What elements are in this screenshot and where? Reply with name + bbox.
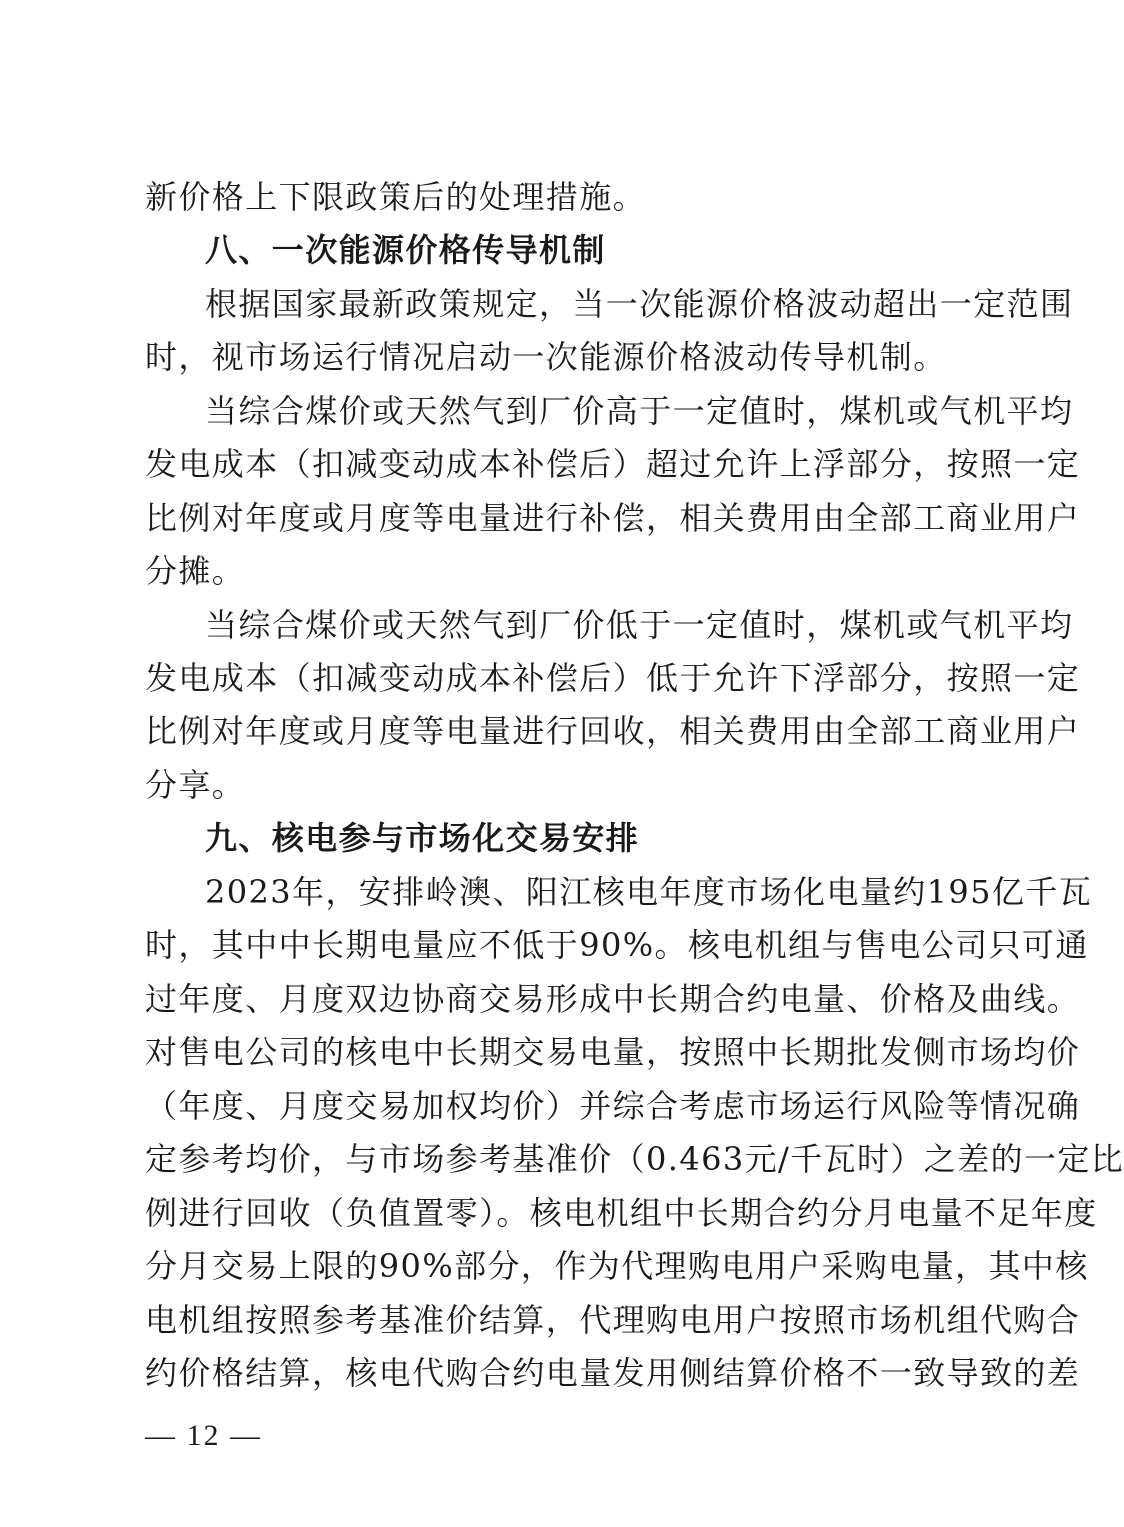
paragraph-line: 根据国家最新政策规定，当一次能源价格波动超出一定范围 (205, 285, 1074, 323)
paragraph-line: 时，视市场运行情况启动一次能源价格波动传导机制。 (145, 338, 947, 376)
section-heading: 九、核电参与市场化交易安排 (205, 819, 640, 857)
paragraph-line: 过年度、月度双边协商交易形成中长期合约电量、价格及曲线。 (145, 980, 1081, 1018)
paragraph-line: 发电成本（扣减变动成本补偿后）低于允许下浮部分，按照一定 (145, 659, 1081, 697)
paragraph-line: 分享。 (145, 766, 246, 804)
paragraph-line: 定参考均价，与市场参考基准价（0.463元/千瓦时）之差的一定比 (145, 1140, 1124, 1178)
paragraph-line: 对售电公司的核电中长期交易电量，按照中长期批发侧市场均价 (145, 1033, 1081, 1071)
paragraph-line: 比例对年度或月度等电量进行补偿，相关费用由全部工商业用户 (145, 499, 1081, 537)
paragraph-line: 分摊。 (145, 552, 246, 590)
section-heading: 八、一次能源价格传导机制 (205, 231, 606, 269)
paragraph-line: 当综合煤价或天然气到厂价低于一定值时，煤机或气机平均 (205, 606, 1074, 644)
paragraph-line: 2023年，安排岭澳、阳江核电年度市场化电量约195亿千瓦 (205, 873, 1093, 911)
paragraph-line: 新价格上下限政策后的处理措施。 (145, 178, 647, 216)
paragraph-line: 约价格结算，核电代购合约电量发用侧结算价格不一致导致的差 (145, 1354, 1081, 1392)
paragraph-line: 分月交易上限的90%部分，作为代理购电用户采购电量，其中核 (145, 1247, 1089, 1285)
paragraph-line: 比例对年度或月度等电量进行回收，相关费用由全部工商业用户 (145, 712, 1081, 750)
paragraph-line: 例进行回收（负值置零）。核电机组中长期合约分月电量不足年度 (145, 1194, 1098, 1232)
paragraph-line: 时，其中中长期电量应不低于90%。核电机组与售电公司只可通 (145, 926, 1089, 964)
paragraph-line: （年度、月度交易加权均价）并综合考虑市场运行风险等情况确 (145, 1087, 1081, 1125)
page-number: — 12 — (145, 1419, 262, 1452)
paragraph-line: 发电成本（扣减变动成本补偿后）超过允许上浮部分，按照一定 (145, 445, 1081, 483)
paragraph-line: 电机组按照参考基准价结算，代理购电用户按照市场机组代购合 (145, 1301, 1081, 1339)
paragraph-line: 当综合煤价或天然气到厂价高于一定值时，煤机或气机平均 (205, 392, 1074, 430)
